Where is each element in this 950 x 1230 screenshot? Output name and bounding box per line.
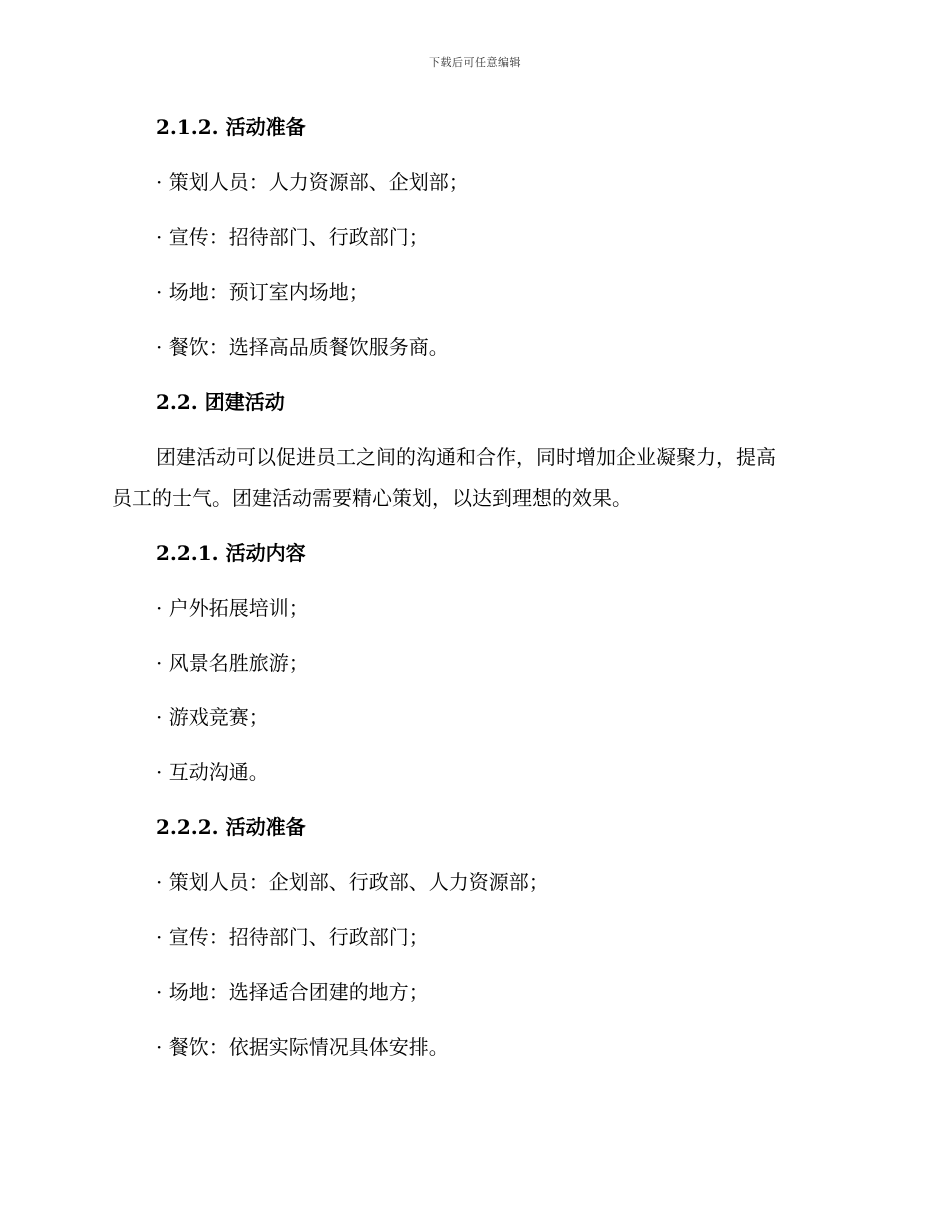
list-item: · 风景名胜旅游； [156,651,309,675]
section-heading-2-2: 2.2. 团建活动 [156,390,285,414]
list-item: · 场地：选择适合团建的地方； [156,980,429,1004]
section-heading-2-1-2: 2.1.2. 活动准备 [156,115,306,139]
paragraph-line: 团建活动可以促进员工之间的沟通和合作，同时增加企业凝聚力，提高 [156,445,776,469]
section-heading-2-2-2: 2.2.2. 活动准备 [156,815,306,839]
list-item: · 策划人员：企划部、行政部、人力资源部； [156,870,549,894]
list-item: · 餐饮：依据实际情况具体安排。 [156,1035,449,1059]
paragraph-line: 员工的士气。团建活动需要精心策划，以达到理想的效果。 [112,486,632,510]
list-item: · 互动沟通。 [156,760,269,784]
list-item: · 场地：预订室内场地； [156,280,369,304]
list-item: · 宣传：招待部门、行政部门； [156,225,429,249]
list-item: · 户外拓展培训； [156,596,309,620]
page-header: 下载后可任意编辑 [429,56,521,69]
list-item: · 游戏竞赛； [156,705,269,729]
list-item: · 策划人员：人力资源部、企划部； [156,170,469,194]
list-item: · 宣传：招待部门、行政部门； [156,925,429,949]
list-item: · 餐饮：选择高品质餐饮服务商。 [156,335,449,359]
section-heading-2-2-1: 2.2.1. 活动内容 [156,541,306,565]
